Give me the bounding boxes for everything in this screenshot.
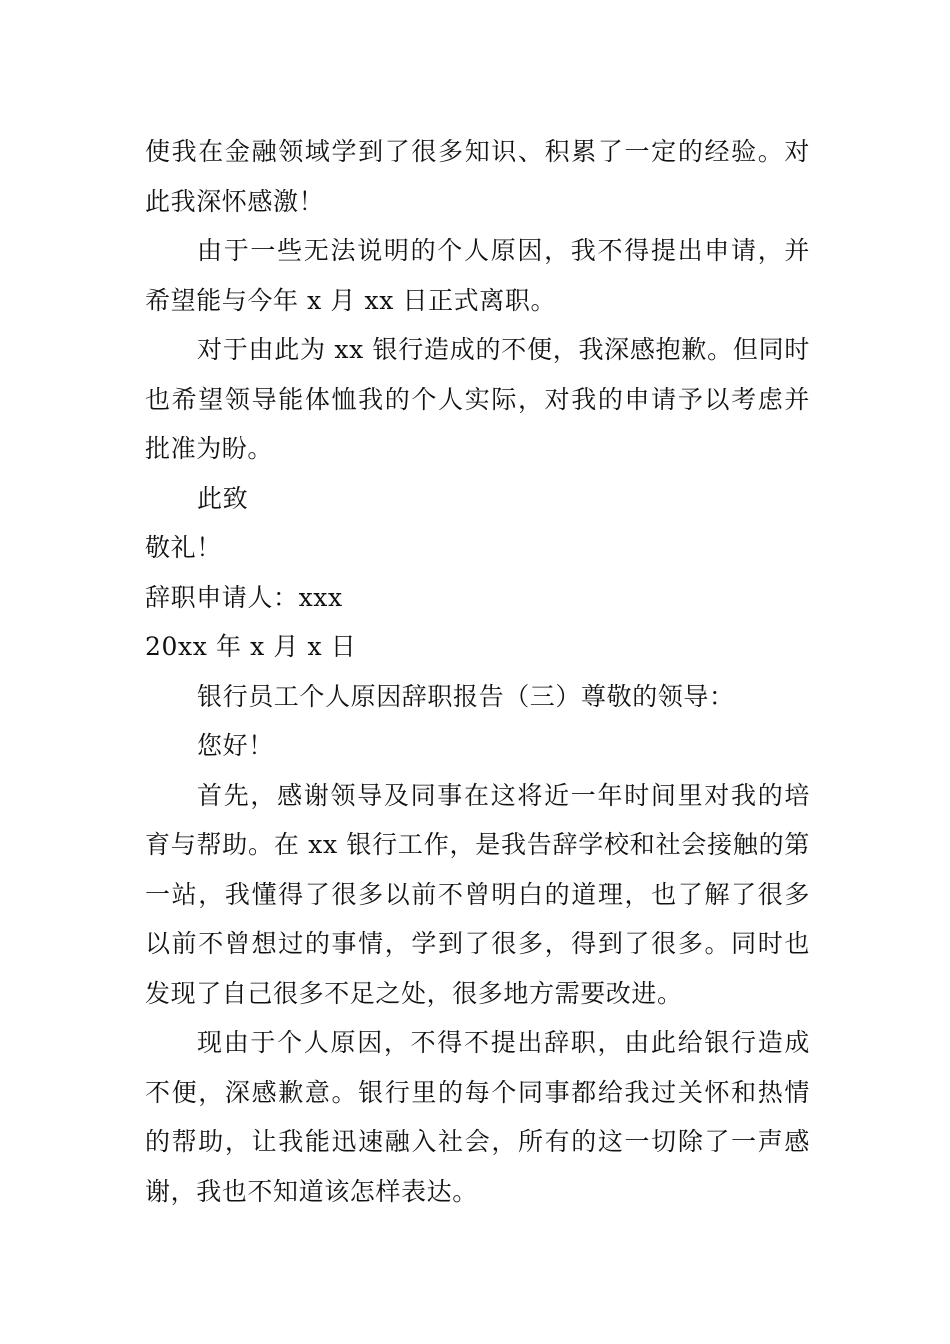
paragraph-apology: 对于由此为 xx 银行造成的不便，我深感抱歉。但同时也希望领导能体恤我的个人实际，对我的申请予以考虑并批准为盼。 [145,335,810,463]
paragraph-resignation-notice: 现由于个人原因，不得不提出辞职，由此给银行造成不便，深感歉意。银行里的每个同事都给我过关怀和热情的帮助，让我能迅速融入社会，所有的这一切除了一声感谢，我也不知道该怎样表达。 [145,1028,810,1206]
paragraph-continuation: 使我在金融领域学到了很多知识、积累了一定的经验。对此我深怀感激！ [145,137,810,216]
paragraph-resignation-reason: 由于一些无法说明的个人原因，我不得提出申请，并希望能与今年 x 月 xx 日正式离职。 [145,236,810,315]
closing-salutation: 此致 [197,483,249,513]
section-heading: 银行员工个人原因辞职报告（三）尊敬的领导： [197,681,735,711]
closing-regards: 敬礼！ [145,533,222,562]
signature-applicant: 辞职申请人：xxx [145,582,343,612]
signature-date: 20xx 年 x 月 x 日 [145,632,357,661]
paragraph-gratitude: 首先，感谢领导及同事在这将近一年时间里对我的培育与帮助。在 xx 银行工作，是我告辞学校和社会接触的第一站，我懂得了很多以前不曾明白的道理，也了解了很多以前不曾想过的事情，学到了很多，得到了很多。同时也发现了自己很多不足之处，很多地方需要改进。 [145,780,810,1008]
greeting: 您好！ [197,731,274,760]
document-body [145,127,810,1216]
